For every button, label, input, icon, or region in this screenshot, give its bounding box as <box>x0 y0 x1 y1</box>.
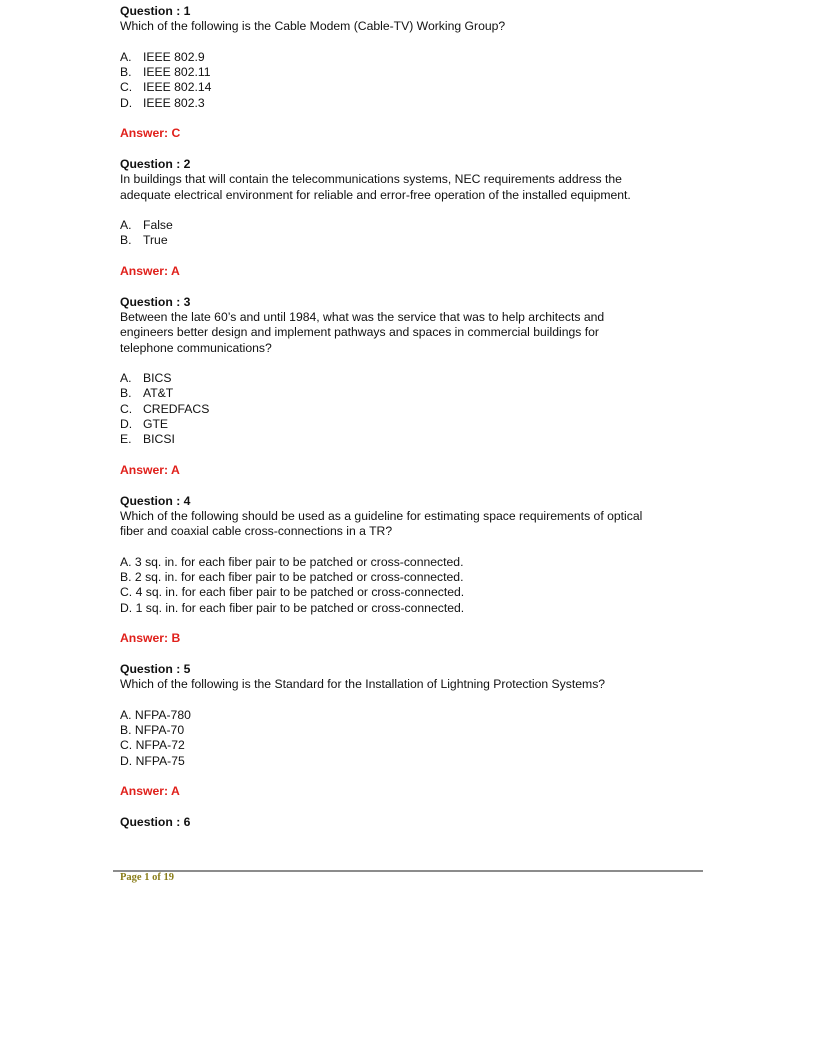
question-text: Which of the following is the Cable Modem (Cable-TV) Working Group? <box>120 19 506 34</box>
option <box>120 96 704 111</box>
option-letter: B. <box>120 65 132 80</box>
option <box>120 80 704 95</box>
option-letter: B. <box>120 233 132 248</box>
option-letter: E. <box>120 432 132 447</box>
option-text: IEEE 802.9 <box>143 49 205 64</box>
option-text: IEEE 802.11 <box>143 65 211 80</box>
question-text: adequate electrical environment for reliable and error-free operation of the installed equipment. <box>120 187 631 202</box>
option: B. 2 sq. in. for each fiber pair to be patched or cross-connected. <box>120 569 464 584</box>
question-text: fiber and coaxial cable cross-connections in a TR? <box>120 524 393 539</box>
option-letter: B. <box>120 386 132 401</box>
option <box>120 432 704 447</box>
question-text: telephone communications? <box>120 340 272 355</box>
answer-label: Answer: B <box>120 631 181 646</box>
option-letter: A. <box>120 218 132 233</box>
option <box>120 386 704 401</box>
option <box>120 417 704 432</box>
option-letter: C. <box>120 80 133 95</box>
question-block <box>120 4 704 157</box>
answer-label: Answer: A <box>120 784 180 799</box>
page-number: Page 1 of 19 <box>120 872 174 883</box>
question-block <box>120 815 704 830</box>
document-page <box>120 4 704 830</box>
option: C. 4 sq. in. for each fiber pair to be patched or cross-connected. <box>120 585 465 600</box>
option-text: GTE <box>143 417 169 432</box>
question-text: Which of the following is the Standard for the Installation of Lightning Protection Systems? <box>120 677 606 692</box>
option-letter: A. <box>120 49 132 64</box>
option: C. NFPA-72 <box>120 738 185 753</box>
option-text: CREDFACS <box>143 401 210 416</box>
option: D. 1 sq. in. for each fiber pair to be patched or cross-connected. <box>120 600 465 615</box>
option-letter: C. <box>120 401 133 416</box>
answer-label: Answer: A <box>120 462 180 477</box>
question-heading: Question : 1 <box>120 4 191 18</box>
option <box>120 218 704 233</box>
option <box>120 371 704 386</box>
answer-label: Answer: A <box>120 264 180 279</box>
option-letter: D. <box>120 95 133 110</box>
question-heading: Question : 6 <box>120 814 191 829</box>
option: B. NFPA-70 <box>120 722 185 737</box>
question-heading: Question : 3 <box>120 294 191 309</box>
question-heading: Question : 4 <box>120 493 191 508</box>
question-heading: Question : 2 <box>120 156 191 171</box>
question-block <box>120 662 704 815</box>
question-block <box>120 157 704 295</box>
option <box>120 50 704 65</box>
option-text: False <box>143 218 173 233</box>
option: A. NFPA-780 <box>120 707 191 722</box>
option-text: AT&T <box>143 386 174 401</box>
question-text: Which of the following should be used as a guideline for estimating space requirements of optical <box>120 508 643 523</box>
option <box>120 402 704 417</box>
option-text: True <box>143 233 168 248</box>
option-text: IEEE 802.14 <box>143 80 212 95</box>
question-block <box>120 295 704 494</box>
option-text: BICS <box>143 371 172 386</box>
option-text: BICSI <box>143 432 175 447</box>
question-text: In buildings that will contain the telecommunications systems, NEC requirements address the <box>120 172 622 187</box>
option: D. NFPA-75 <box>120 753 185 768</box>
option-letter: D. <box>120 417 133 432</box>
footer-divider <box>113 870 703 872</box>
option <box>120 65 704 80</box>
question-block <box>120 494 704 662</box>
option: A. 3 sq. in. for each fiber pair to be patched or cross-connected. <box>120 554 464 569</box>
option-text: IEEE 802.3 <box>143 95 205 110</box>
question-heading: Question : 5 <box>120 661 191 676</box>
answer-label: Answer: C <box>120 126 181 141</box>
option-letter: A. <box>120 371 132 386</box>
question-text: engineers better design and implement pathways and spaces in commercial buildings for <box>120 325 599 340</box>
option <box>120 233 704 248</box>
question-text: Between the late 60’s and until 1984, what was the service that was to help architects and <box>120 309 605 324</box>
